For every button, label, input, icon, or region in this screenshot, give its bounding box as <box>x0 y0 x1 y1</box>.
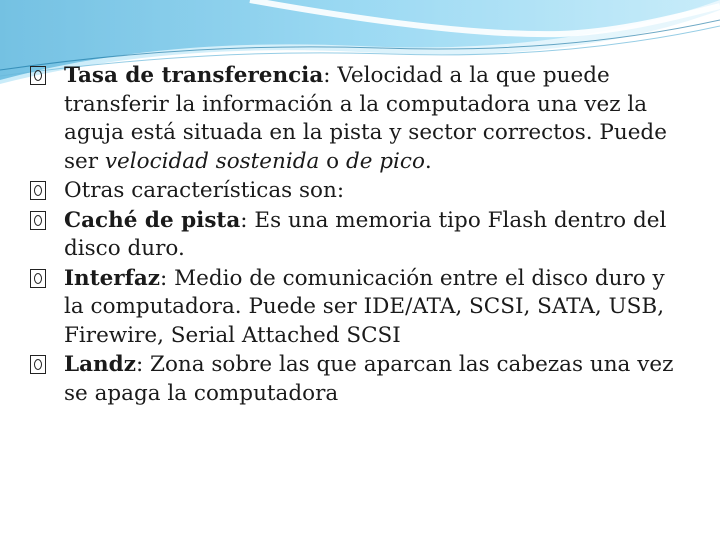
missing-glyph-box-icon <box>30 181 46 200</box>
missing-glyph-box-icon <box>30 66 46 85</box>
term-label: Interfaz <box>64 265 161 291</box>
missing-glyph-box-icon <box>30 211 46 230</box>
bullet-item <box>30 207 690 264</box>
separator: : <box>160 265 168 291</box>
end-text: . <box>424 148 432 174</box>
missing-glyph-box-icon <box>30 269 46 288</box>
term-label: Tasa de transferencia <box>64 63 324 88</box>
bullet-text: Otras características son: <box>64 178 345 203</box>
bullet-text: Medio de comunicación entre el disco duro y la computadora. Puede ser IDE/ATA, SCSI, SATA, USB, Firewire, Serial Attached SCSI <box>64 265 665 348</box>
bullet-text: Velocidad a la que puede transferir la información a la computadora una vez la aguja está situada en la pista y sector correctos. Puede ser <box>64 63 667 174</box>
italic-text: velocidad sostenida <box>104 148 320 174</box>
conj-text: o <box>319 148 346 174</box>
term-label: Landz <box>64 352 136 377</box>
separator: : <box>135 352 144 377</box>
bullet-item <box>30 177 690 206</box>
italic-text: de pico <box>345 148 425 174</box>
bullet-item <box>30 62 690 176</box>
missing-glyph-box-icon <box>30 355 46 374</box>
bullet-item <box>30 265 690 351</box>
slide-body <box>30 62 690 409</box>
bullet-text: Es una memoria tipo Flash dentro del disco duro. <box>64 207 667 261</box>
term-label: Caché de pista <box>64 207 241 233</box>
bullet-text: Zona sobre las que aparcan las cabezas una vez se apaga la computadora <box>64 352 674 406</box>
separator: : <box>240 207 248 233</box>
separator: : <box>323 63 331 88</box>
bullet-item <box>30 351 690 408</box>
